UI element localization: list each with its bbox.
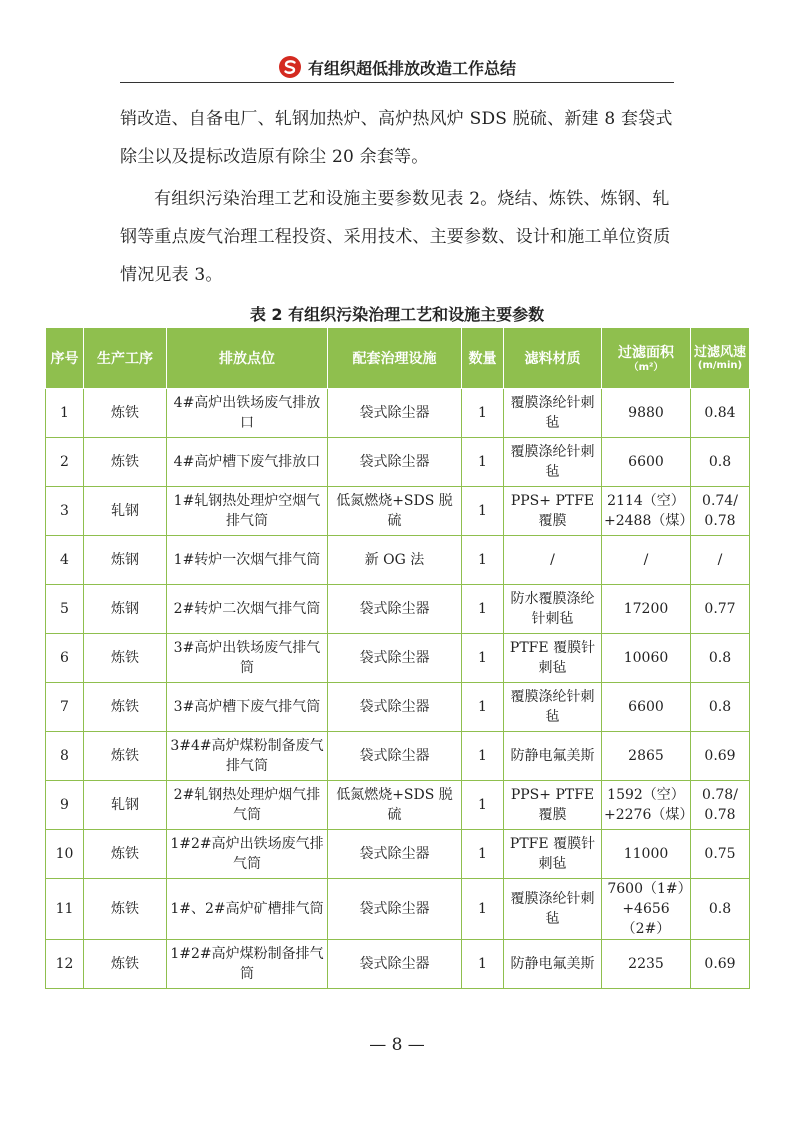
table-row xyxy=(46,781,750,830)
process-cell: 炼铁 xyxy=(84,732,167,781)
qty-cell: 1 xyxy=(462,585,504,634)
speed-cell: 0.74/ 0.78 xyxy=(691,487,750,536)
area-header-unit: （m²） xyxy=(628,362,664,373)
row-number: 12 xyxy=(46,940,84,989)
qty-cell: 1 xyxy=(462,536,504,585)
col-header-speed xyxy=(691,328,750,389)
speed-cell: 0.77 xyxy=(691,585,750,634)
outlet-cell: 4#高炉出铁场废气排放口 xyxy=(167,389,328,438)
process-cell: 炼钢 xyxy=(84,536,167,585)
qty-cell: 1 xyxy=(462,940,504,989)
facility-cell: 低氮燃烧+SDS 脱硫 xyxy=(328,487,462,536)
process-cell: 炼铁 xyxy=(84,634,167,683)
row-number: 9 xyxy=(46,781,84,830)
material-cell: PTFE 覆膜针刺毡 xyxy=(504,830,602,879)
material-cell: 覆膜涤纶针刺毡 xyxy=(504,389,602,438)
material-cell: 覆膜涤纶针刺毡 xyxy=(504,879,602,940)
outlet-cell: 1#转炉一次烟气排气筒 xyxy=(167,536,328,585)
page-header xyxy=(120,52,674,83)
qty-cell: 1 xyxy=(462,438,504,487)
col-header-seq: 序号 xyxy=(46,328,84,389)
facility-cell: 袋式除尘器 xyxy=(328,683,462,732)
parameters-table xyxy=(45,327,750,989)
qty-cell: 1 xyxy=(462,781,504,830)
facility-cell: 袋式除尘器 xyxy=(328,830,462,879)
col-header-facility: 配套治理设施 xyxy=(328,328,462,389)
table-title: 表 2 有组织污染治理工艺和设施主要参数 xyxy=(249,305,545,324)
area-cell: 2114（空）+2488（煤） xyxy=(602,487,691,536)
facility-cell: 袋式除尘器 xyxy=(328,438,462,487)
col-header-area xyxy=(602,328,691,389)
area-cell: 7600（1#）+4656（2#） xyxy=(602,879,691,940)
outlet-cell: 4#高炉槽下废气排放口 xyxy=(167,438,328,487)
process-cell: 炼铁 xyxy=(84,830,167,879)
paragraph-2: 有组织污染治理工艺和设施主要参数见表 2。烧结、炼铁、炼钢、轧钢等重点废气治理工程投资、采用技术、主要参数、设计和施工单位资质情况见表 3。 xyxy=(120,189,671,285)
speed-cell: 0.8 xyxy=(691,438,750,487)
area-cell: 9880 xyxy=(602,389,691,438)
qty-cell: 1 xyxy=(462,487,504,536)
row-number: 8 xyxy=(46,732,84,781)
process-cell: 炼铁 xyxy=(84,879,167,940)
header-title: 有组织超低排放改造工作总结 xyxy=(307,58,516,78)
outlet-cell: 2#转炉二次烟气排气筒 xyxy=(167,585,328,634)
speed-cell: 0.75 xyxy=(691,830,750,879)
col-header-process: 生产工序 xyxy=(84,328,167,389)
material-cell: 覆膜涤纶针刺毡 xyxy=(504,438,602,487)
area-cell: / xyxy=(602,536,691,585)
table-row xyxy=(46,389,750,438)
qty-cell: 1 xyxy=(462,830,504,879)
facility-cell: 袋式除尘器 xyxy=(328,634,462,683)
table-row xyxy=(46,683,750,732)
speed-header-label: 过滤风速 xyxy=(693,344,746,360)
table-row xyxy=(46,879,750,940)
area-cell: 17200 xyxy=(602,585,691,634)
col-header-qty: 数量 xyxy=(462,328,504,389)
table-header-row xyxy=(46,328,750,389)
outlet-cell: 1#轧钢热处理炉空烟气排气筒 xyxy=(167,487,328,536)
table-body xyxy=(46,389,750,989)
speed-cell: 0.8 xyxy=(691,634,750,683)
table-row xyxy=(46,732,750,781)
process-cell: 轧钢 xyxy=(84,781,167,830)
qty-cell: 1 xyxy=(462,683,504,732)
outlet-cell: 1#2#高炉煤粉制备排气筒 xyxy=(167,940,328,989)
area-cell: 2865 xyxy=(602,732,691,781)
page-number: — 8 — xyxy=(369,1035,425,1055)
facility-cell: 袋式除尘器 xyxy=(328,879,462,940)
paragraph-1: 销改造、自备电厂、轧钢加热炉、高炉热风炉 SDS 脱硫、新建 8 套袋式除尘以及提标改造原有除尘 20 余套等。 xyxy=(120,109,673,167)
facility-cell: 低氮燃烧+SDS 脱硫 xyxy=(328,781,462,830)
facility-cell: 袋式除尘器 xyxy=(328,389,462,438)
facility-cell: 新 OG 法 xyxy=(328,536,462,585)
process-cell: 炼铁 xyxy=(84,438,167,487)
row-number: 2 xyxy=(46,438,84,487)
table-row xyxy=(46,487,750,536)
area-cell: 11000 xyxy=(602,830,691,879)
table-row xyxy=(46,830,750,879)
row-number: 11 xyxy=(46,879,84,940)
speed-cell: 0.69 xyxy=(691,732,750,781)
outlet-cell: 2#轧钢热处理炉烟气排气筒 xyxy=(167,781,328,830)
row-number: 7 xyxy=(46,683,84,732)
row-number: 5 xyxy=(46,585,84,634)
outlet-cell: 1#、2#高炉矿槽排气筒 xyxy=(167,879,328,940)
qty-cell: 1 xyxy=(462,389,504,438)
material-cell: PPS+ PTFE 覆膜 xyxy=(504,487,602,536)
qty-cell: 1 xyxy=(462,879,504,940)
qty-cell: 1 xyxy=(462,634,504,683)
material-cell: PPS+ PTFE 覆膜 xyxy=(504,781,602,830)
speed-cell: 0.84 xyxy=(691,389,750,438)
material-cell: PTFE 覆膜针刺毡 xyxy=(504,634,602,683)
facility-cell: 袋式除尘器 xyxy=(328,732,462,781)
qty-cell: 1 xyxy=(462,732,504,781)
process-cell: 炼铁 xyxy=(84,389,167,438)
table-row xyxy=(46,634,750,683)
material-cell: 覆膜涤纶针刺毡 xyxy=(504,683,602,732)
speed-cell: 0.78/ 0.78 xyxy=(691,781,750,830)
row-number: 1 xyxy=(46,389,84,438)
col-header-material: 滤料材质 xyxy=(504,328,602,389)
area-cell: 1592（空）+2276（煤） xyxy=(602,781,691,830)
area-cell: 10060 xyxy=(602,634,691,683)
speed-cell: / xyxy=(691,536,750,585)
row-number: 6 xyxy=(46,634,84,683)
speed-cell: 0.8 xyxy=(691,879,750,940)
speed-cell: 0.8 xyxy=(691,683,750,732)
process-cell: 炼铁 xyxy=(84,683,167,732)
outlet-cell: 3#高炉槽下废气排气筒 xyxy=(167,683,328,732)
speed-header-unit: (m/min) xyxy=(697,359,743,371)
row-number: 3 xyxy=(46,487,84,536)
table-row xyxy=(46,585,750,634)
material-cell: 防水覆膜涤纶针刺毡 xyxy=(504,585,602,634)
area-header-label: 过滤面积 xyxy=(618,345,674,361)
area-cell: 6600 xyxy=(602,438,691,487)
material-cell: / xyxy=(504,536,602,585)
area-cell: 2235 xyxy=(602,940,691,989)
material-cell: 防静电氟美斯 xyxy=(504,732,602,781)
material-cell: 防静电氟美斯 xyxy=(504,940,602,989)
speed-cell: 0.69 xyxy=(691,940,750,989)
table-row xyxy=(46,536,750,585)
col-header-outlet: 排放点位 xyxy=(167,328,328,389)
process-cell: 轧钢 xyxy=(84,487,167,536)
process-cell: 炼铁 xyxy=(84,940,167,989)
outlet-cell: 3#4#高炉煤粉制备废气排气筒 xyxy=(167,732,328,781)
company-logo-icon xyxy=(278,55,302,79)
row-number: 4 xyxy=(46,536,84,585)
area-cell: 6600 xyxy=(602,683,691,732)
table-row xyxy=(46,940,750,989)
row-number: 10 xyxy=(46,830,84,879)
facility-cell: 袋式除尘器 xyxy=(328,940,462,989)
outlet-cell: 3#高炉出铁场废气排气筒 xyxy=(167,634,328,683)
facility-cell: 袋式除尘器 xyxy=(328,585,462,634)
outlet-cell: 1#2#高炉出铁场废气排气筒 xyxy=(167,830,328,879)
table-row xyxy=(46,438,750,487)
process-cell: 炼钢 xyxy=(84,585,167,634)
